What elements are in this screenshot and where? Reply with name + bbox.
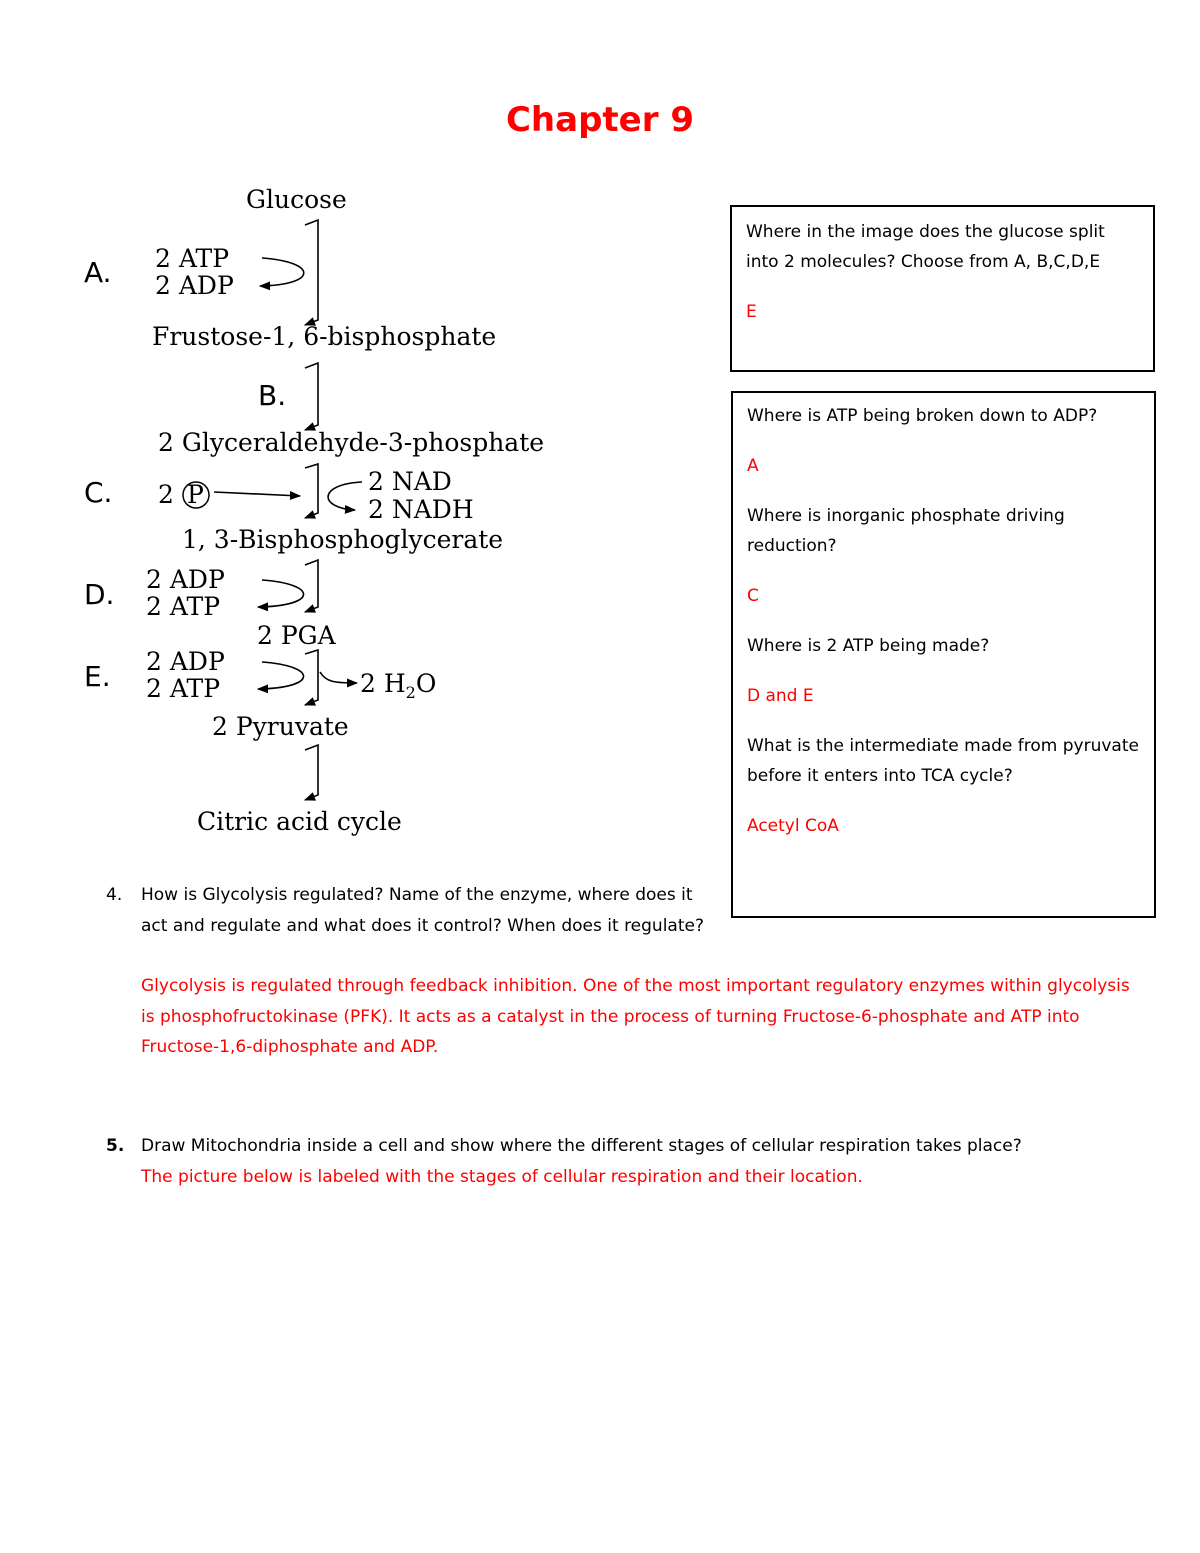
step-d-adp: 2 ADP — [146, 565, 225, 594]
step-d-atp: 2 ATP — [146, 592, 221, 621]
step-a-arrow — [305, 220, 318, 325]
step-e-water: 2 $H_2O$ — [360, 669, 437, 702]
pyruvate-label: 2 Pyruvate — [212, 712, 349, 741]
question-5-number: 5. — [106, 1136, 125, 1156]
question-5-text: Draw Mitochondria inside a cell and show where the different stages of cellular respiration takes place? — [141, 1136, 1022, 1156]
g3p-label: 2 Glyceraldehyde-3-phosphate — [158, 428, 545, 457]
step-c-arrow — [305, 464, 318, 518]
box1-answer: E — [746, 302, 757, 322]
question-5 — [106, 1131, 1141, 1162]
step-a-adp: 2 ADP — [155, 271, 234, 300]
question-4-number: 4. — [106, 885, 123, 905]
step-c-curve — [328, 482, 362, 510]
question-4 — [106, 880, 711, 941]
question-4-answer: Glycolysis is regulated through feedback inhibition. One of the most important regulatory enzymes within glycolysis is phosphofructokinase (PFK). It acts as a catalyst in the process of turning Fructose-6-phosphate and ATP into Fructose-1,6-diphosphate and ADP. — [141, 976, 1130, 1057]
box2-answer-3: D and E — [747, 686, 814, 706]
step-c-nad: 2 NAD — [368, 467, 452, 496]
citric-acid-cycle-label: Citric acid cycle — [197, 807, 402, 836]
step-c-label: C. — [84, 476, 113, 509]
fructose-label: Frustose-1, 6-bisphosphate — [152, 322, 497, 351]
question-box-glucose-split — [730, 205, 1155, 372]
box2-question-1: Where is ATP being broken down to ADP? — [747, 406, 1098, 426]
box2-question-3: Where is 2 ATP being made? — [747, 636, 990, 656]
step-c-p: P — [187, 480, 204, 509]
question-4-text: How is Glycolysis regulated? Name of the enzyme, where does it act and regulate and what does it control? When does it regulate? — [141, 885, 704, 936]
step-e-adp: 2 ADP — [146, 647, 225, 676]
box2-answer-2: C — [747, 586, 759, 606]
box2-answer-4: Acetyl CoA — [747, 816, 839, 836]
step-e-label: E. — [84, 660, 111, 693]
step-c-nadh: 2 NADH — [368, 495, 474, 524]
step-d-arrow — [305, 560, 318, 612]
box1-question: Where in the image does the glucose split into 2 molecules? Choose from A, B,C,D,E — [746, 222, 1105, 272]
step-e-water-arrow — [320, 672, 357, 683]
box2-question-4: What is the intermediate made from pyruvate before it enters into TCA cycle? — [747, 736, 1139, 786]
step-d-curve — [258, 580, 304, 607]
step-e-arrow — [305, 650, 318, 705]
pga-label: 2 PGA — [257, 621, 336, 650]
bpg-label: 1, 3-Bisphosphoglycerate — [182, 525, 504, 554]
question-box-glycolysis-steps — [731, 391, 1156, 918]
glycolysis-pathway-diagram — [0, 170, 720, 870]
step-e-atp: 2 ATP — [146, 674, 221, 703]
step-d-label: D. — [84, 578, 115, 611]
step-c-p-count: 2 — [158, 480, 174, 509]
box2-question-2: Where is inorganic phosphate driving reduction? — [747, 506, 1065, 556]
glucose-label: Glucose — [246, 185, 347, 214]
pyruvate-arrow — [305, 745, 318, 800]
step-a-atp: 2 ATP — [155, 244, 230, 273]
box2-answer-1: A — [747, 456, 759, 476]
step-a-curve — [260, 258, 304, 286]
step-a-label: A. — [84, 256, 112, 289]
question-5-answer: The picture below is labeled with the stages of cellular respiration and their location. — [141, 1167, 863, 1187]
page-title: Chapter 9 — [505, 100, 694, 140]
step-c-p-arrow — [214, 492, 300, 496]
step-b-label: B. — [258, 379, 287, 412]
step-e-curve — [258, 662, 304, 689]
step-b-arrow — [305, 363, 318, 430]
